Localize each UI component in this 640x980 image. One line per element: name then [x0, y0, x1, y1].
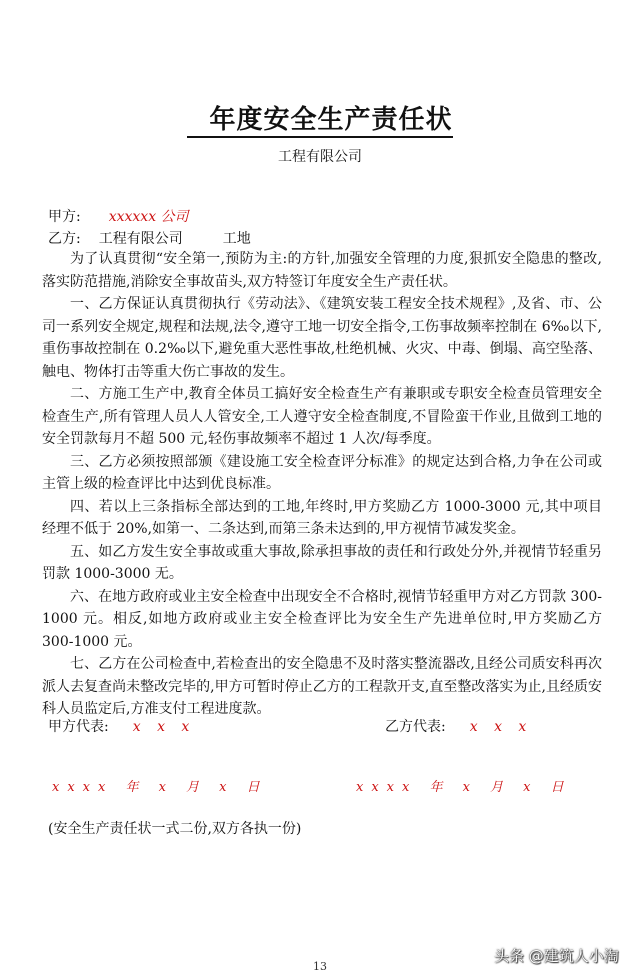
party-a-value: xxxxxx 公司 [108, 209, 189, 225]
party-b-site: 工地 [222, 231, 251, 247]
party-b-representative [385, 716, 532, 736]
document-subtitle: 工程有限公司 [278, 149, 362, 165]
party-b-rep-label: 乙方代表: [385, 719, 446, 735]
party-a-label: 甲方: [48, 209, 81, 225]
paragraph-intro: 为了认真贯彻“安全第一,预防为主:的方针,加强安全管理的力度,狠抓安全隐患的整改,落实防范措施,消除安全事故苗头,双方特签订年度安全生产责任状。 [42, 251, 602, 290]
paragraph-6: 六、在地方政府或业主安全检查中出现安全不合格时,视情节轻重甲方对乙方罚款 300-1000 元。相反,如地方政府或业主安全检查评比为安全生产先进单位时,甲方奖励乙方 300-1000 元。 [42, 588, 602, 650]
party-a-representative [48, 716, 195, 736]
paragraph-4: 四、若以上三条指标全部达到的工地,年终时,甲方奖励乙方 1000-3000 元,其中项目经理不低于 20%,如第一、二条达到,而第三条未达到的,甲方视情节减发奖金。 [42, 498, 602, 537]
party-b-company: 工程有限公司 [98, 231, 183, 247]
party-b-line [48, 228, 251, 248]
document-body [42, 248, 602, 721]
page-number: 13 [313, 960, 327, 973]
paragraph-2: 二、方施工生产中,教育全体员工搞好安全检查生产有兼职或专职安全检查员管理安全检查生产,所有管理人员人人管安全,工人遵守安全检查制度,不冒险蛮干作业,且做到工地的安全罚款每月不超 500 元,轻伤事故频率不超过 1 人次/每季度。 [42, 386, 602, 447]
watermark: 头条 @建筑人小淘 [494, 947, 619, 965]
party-a-rep-value: x x x [132, 719, 196, 735]
paragraph-3: 三、乙方必须按照部颁《建设施工安全检查评分标准》的规定达到合格,力争在公司或主管上级的检查评比中达到优良标准。 [42, 453, 602, 492]
paragraph-1: 一、乙方保证认真贯彻执行《劳动法》、《建筑安装工程安全技术规程》,及省、市、公司一系列安全规定,规程和法规,法令,遵守工地一切安全指令,工伤事故频率控制在 6‰以下,重伤事故控制在 0.2‰以下,避免重大恶性事故,杜绝机械、火灾、中毒、倒塌、高空坠落、触电、物体打击等重大伤亡事故的发生。 [42, 296, 602, 380]
document-title [0, 104, 640, 138]
paragraph-5: 五、如乙方发生安全事故或重大事故,除承担事故的责任和行政处分外,并视情节轻重另罚款 1000-3000 无。 [42, 543, 602, 582]
document-title-text: 年度安全生产责任状 [187, 104, 452, 138]
party-a-rep-label: 甲方代表: [48, 719, 109, 735]
party-b-rep-value: x x x [469, 719, 533, 735]
date-party-a: xxxx 年 x 月 x 日 [52, 780, 268, 795]
paragraph-7: 七、乙方在公司检查中,若检查出的安全隐患不及时落实整流器改,且经公司质安科再次派人去复查尚未整改完毕的,甲方可暂时停止乙方的工程款开支,直至整改落实为止,且经质安科人员监定后,方准支付工程进度款。 [42, 656, 602, 717]
date-party-b: xxxx 年 x 月 x 日 [356, 780, 572, 795]
party-b-label: 乙方: [48, 231, 81, 247]
copies-note: (安全生产责任状一式二份,双方各执一份) [48, 821, 302, 837]
party-a-line [48, 206, 189, 226]
